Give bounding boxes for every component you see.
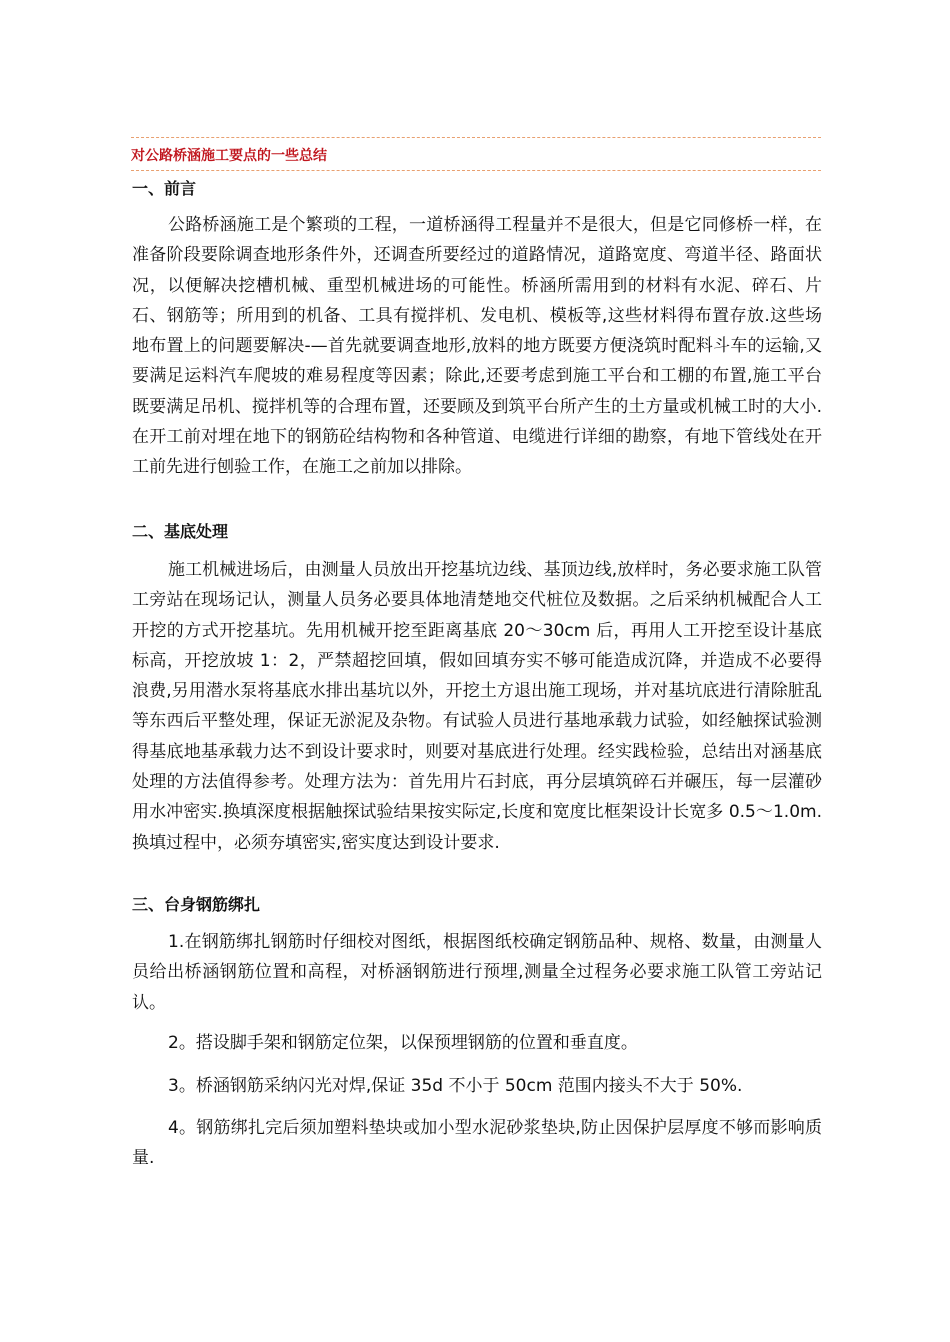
paragraph-rebar-4: 4。钢筋绑扎完后须加塑料垫块或加小型水泥砂浆垫块,防止因保护层厚度不够而影响质量. bbox=[132, 1118, 822, 1169]
section-heading-rebar: 三、台身钢筋绑扎 bbox=[132, 895, 261, 914]
paragraph-rebar-2: 2。搭设脚手架和钢筋定位架，以保预埋钢筋的位置和垂直度。 bbox=[168, 1033, 638, 1053]
section-heading-foundation: 二、基底处理 bbox=[132, 522, 229, 541]
paragraph-rebar-1: 1.在钢筋绑扎钢筋时仔细校对图纸，根据图纸校确定钢筋品种、规格、数量，由测量人员给出桥涵钢筋位置和高程，对桥涵钢筋进行预埋,测量全过程务必要求施工队管工旁站记认。 bbox=[132, 932, 822, 1013]
paragraph-foundation: 施工机械进场后，由测量人员放出开挖基坑边线、基顶边线,放样时，务必要求施工队管工旁站在现场记认，测量人员务必要具体地清楚地交代桩位及数据。之后采纳机械配合人工开挖的方式开挖基坑。先用机械开挖至距离基底 20～30cm 后，再用人工开挖至设计基底标高，开挖放坡 1：2，严禁超挖回填，假如回填夯实不够可能造成沉降，并造成不必要得浪费,另用潜水泵将基底水排出基坑以外，开挖土方退出施工现场，并对基坑底进行清除脏乱等东西后平整处理，保证无淤泥及杂物。有试验人员进行基地承载力试验，如经触探试验测得基底地基承载力达不到设计要求时，则要对基底进行处理。经实践检验，总结出对涵基底处理的方法值得参考。处理方法为：首先用片石封底，再分层填筑碎石并碾压，每一层灌砂用水冲密实.换填深度根据触探试验结果按实际定,长度和宽度比框架设计长宽多 0.5～1.0m.换填过程中，必须夯填密实,密实度达到设计要求. bbox=[132, 560, 822, 853]
document-title: 对公路桥涵施工要点的一些总结 bbox=[131, 148, 327, 164]
paragraph-preface: 公路桥涵施工是个繁琐的工程，一道桥涵得工程量并不是很大，但是它同修桥一样，在准备阶段要除调查地形条件外，还调查所要经过的道路情况，道路宽度、弯道半径、路面状况，以便解决挖槽机械、重型机械进场的可能性。桥涵所需用到的材料有水泥、碎石、片石、钢筋等；所用到的机备、工具有搅拌机、发电机、模板等,这些材料得布置存放.这些场地布置上的问题要解决-—首先就要调查地形,放料的地方既要方便浇筑时配料斗车的运输,又要满足运料汽车爬坡的难易程度等因素；除此,还要考虑到施工平台和工棚的布置,施工平台既要满足吊机、搅拌机等的合理布置，还要顾及到筑平台所产生的土方量或机械工时的大小.在开工前对埋在地下的钢筋砼结构物和各种管道、电缆进行详细的勘察，有地下管线处在开工前先进行刨验工作，在施工之前加以排除。 bbox=[132, 215, 822, 478]
paragraph-rebar-3: 3。桥涵钢筋采纳闪光对焊,保证 35d 不小于 50cm 范围内接头不大于 50%. bbox=[168, 1076, 743, 1096]
section-heading-preface: 一、前言 bbox=[132, 179, 197, 198]
title-banner bbox=[131, 137, 821, 171]
